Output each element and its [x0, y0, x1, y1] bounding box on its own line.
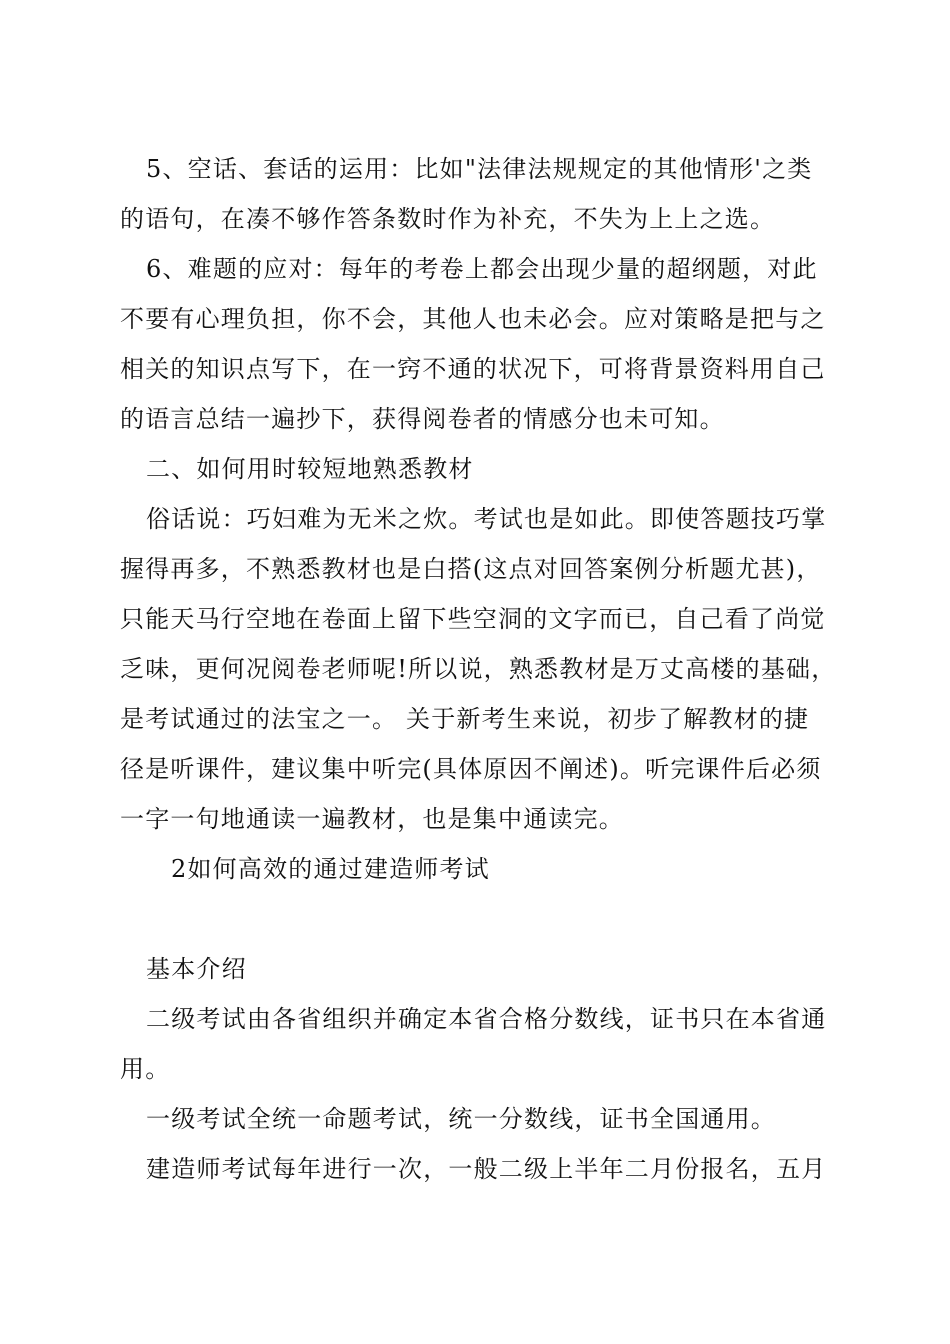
paragraph-line: 二级考试由各省组织并确定本省合格分数线，证书只在本省通 [146, 1005, 827, 1033]
paragraph-line: 6、难题的应对：每年的考卷上都会出现少量的超纲题，对此 [146, 255, 818, 283]
paragraph-line: 握得再多，不熟悉教材也是白搭(这点对回答案例分析题尤甚)， [120, 555, 822, 583]
paragraph-line: 相关的知识点写下，在一窍不通的状况下，可将背景资料用自己 [120, 355, 826, 383]
paragraph-line: 用。 [120, 1055, 171, 1083]
paragraph-line: 径是听课件，建议集中听完(具体原因不阐述)。听完课件后必须 [120, 755, 822, 783]
paragraph-line: 乏味，更何况阅卷老师呢!所以说，熟悉教材是万丈高楼的基础， [120, 655, 837, 683]
paragraph-line: 只能天马行空地在卷面上留下些空洞的文字而已，自己看了尚觉 [120, 605, 826, 633]
paragraph-line: 5、空话、套话的运用：比如"法律法规规定的其他情形'之类 [146, 155, 813, 183]
paragraph-line: 的语言总结一遍抄下，获得阅卷者的情感分也未可知。 [120, 405, 725, 433]
paragraph-line: 是考试通过的法宝之一。 关于新考生来说，初步了解教材的捷 [120, 705, 810, 733]
section-heading: 基本介绍 [146, 955, 247, 983]
paragraph-line: 不要有心理负担，你不会，其他人也未必会。应对策略是把与之 [120, 305, 826, 333]
paragraph-line: 建造师考试每年进行一次，一般二级上半年二月份报名，五月 [146, 1155, 827, 1183]
paragraph-line: 一级考试全统一命题考试，统一分数线，证书全国通用。 [146, 1105, 776, 1133]
section-heading: 二、如何用时较短地熟悉教材 [146, 455, 474, 483]
paragraph-line: 一字一句地通读一遍教材，也是集中通读完。 [120, 805, 624, 833]
section-title: 2如何高效的通过建造师考试 [171, 855, 490, 883]
paragraph-line: 的语句，在凑不够作答条数时作为补充，不失为上上之选。 [120, 205, 776, 233]
paragraph-line: 俗话说：巧妇难为无米之炊。考试也是如此。即使答题技巧掌 [146, 505, 827, 533]
